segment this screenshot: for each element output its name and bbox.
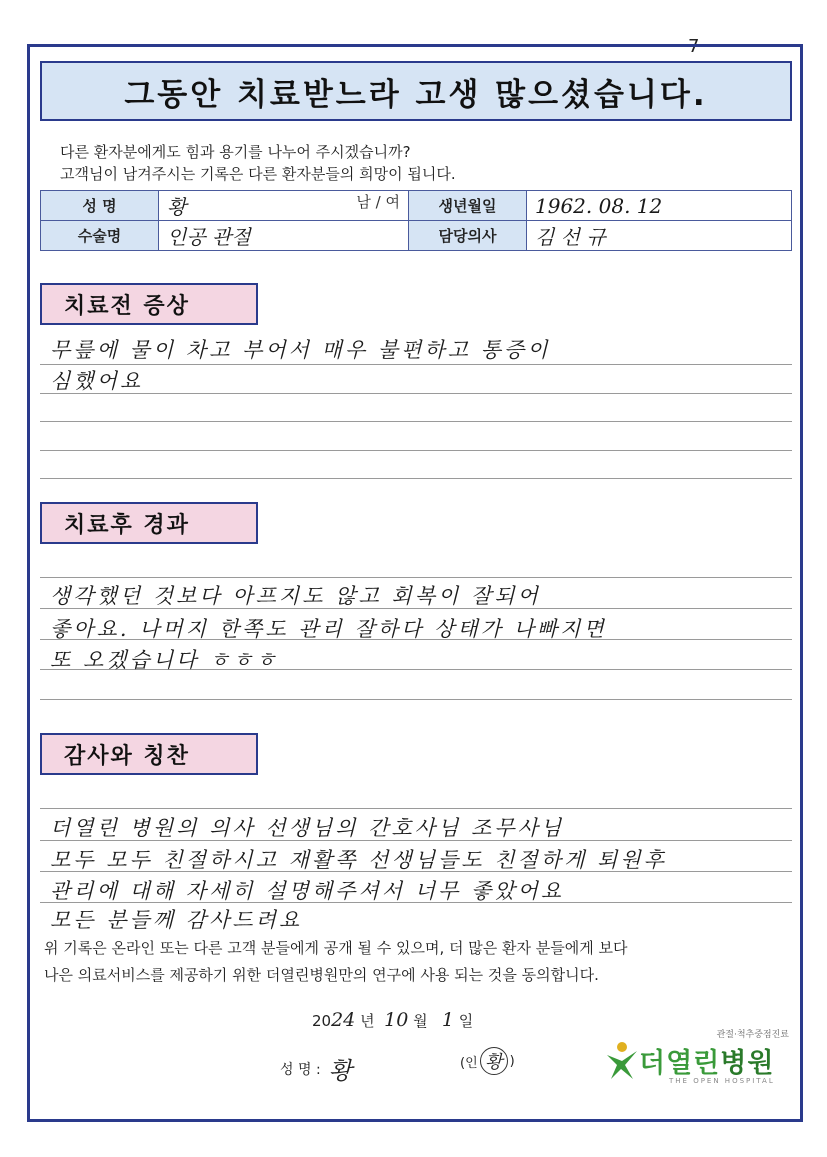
corner-mark: 7	[688, 36, 700, 57]
intro-line-1: 다른 환자분에게도 힘과 용기를 나누어 주시겠습니까?	[60, 143, 411, 161]
consent-line-1: 위 기록은 온라인 또는 다른 고객 분들에게 공개 될 수 있으며, 더 많은 환자 분들에게 보다	[44, 939, 628, 957]
page-title: 그동안 치료받느라 고생 많으셨습니다.	[40, 61, 792, 121]
day-hand: 1	[441, 1009, 454, 1031]
signature-label: 성 명 :	[280, 1061, 321, 1078]
day-label: 일	[458, 1012, 474, 1030]
logo-name-light: 더열린	[639, 1048, 721, 1079]
surgery-cell	[159, 221, 409, 251]
surgery-value: 인공 관절	[167, 225, 251, 249]
doctor-value: 김 선 규	[535, 225, 606, 249]
year-label: 년	[360, 1012, 375, 1030]
seal-mark: 황	[480, 1047, 508, 1075]
thanks-line-3: 관리에 대해 자세히 설명해주셔서 너무 좋았어요	[50, 879, 565, 903]
rule	[40, 393, 792, 394]
month-hand: 10	[384, 1009, 409, 1031]
consent-line-2: 나은 의료서비스를 제공하기 위한 더열린병원만의 연구에 사용 되는 것을 동의합니다.	[44, 966, 599, 984]
rule	[40, 699, 792, 700]
surgery-label: 수술명	[41, 221, 159, 251]
signature-value: 황	[328, 1057, 352, 1085]
thanks-line-1: 더열린 병원의 의사 선생님의 간호사님 조무사님	[50, 816, 565, 840]
logo-name	[639, 1041, 774, 1080]
patient-info-table	[40, 190, 792, 251]
month-label: 월	[413, 1012, 428, 1030]
seal-open: (인	[460, 1055, 478, 1071]
doctor-label: 담당의사	[409, 221, 527, 251]
doctor-cell	[527, 221, 792, 251]
intro-line-2: 고객님이 남겨주시는 기록은 다른 환자분들의 희망이 됩니다.	[60, 165, 456, 183]
after-line-3: 또 오겠습니다 ㅎㅎㅎ	[50, 648, 279, 672]
rule	[40, 808, 792, 809]
date-line	[312, 1009, 473, 1031]
rule	[40, 450, 792, 451]
name-value: 황	[167, 195, 187, 219]
hospital-logo	[605, 1027, 795, 1089]
after-line-2: 좋아요. 나머지 한쪽도 관리 잘하다 상태가 나빠지면	[50, 617, 607, 641]
signature-line	[280, 1051, 352, 1086]
seal-close: )	[509, 1053, 515, 1069]
person-star-icon	[605, 1041, 639, 1081]
birth-value: 1962. 08. 12	[535, 193, 663, 218]
year-hand: 24	[331, 1009, 356, 1031]
name-cell	[159, 191, 409, 221]
birth-cell	[527, 191, 792, 221]
rule	[40, 478, 792, 479]
logo-subtitle: THE OPEN HOSPITAL	[669, 1077, 775, 1085]
year-prefix: 20	[312, 1012, 332, 1030]
form-frame	[27, 44, 803, 1122]
after-line-1: 생각했던 것보다 아프지도 않고 회복이 잘되어	[50, 584, 541, 608]
consent-text	[44, 935, 627, 989]
before-line-2: 심했어요	[50, 369, 144, 393]
birth-label: 생년월일	[409, 191, 527, 221]
rule	[40, 421, 792, 422]
rule	[40, 364, 792, 365]
section-thanks-heading: 감사와 칭찬	[40, 733, 258, 775]
before-line-1: 무릎에 물이 차고 부어서 매우 불편하고 통증이	[50, 338, 551, 362]
seal	[460, 1047, 515, 1075]
thanks-line-2: 모두 모두 친절하시고 재활쪽 선생님들도 친절하게 퇴원후	[50, 848, 667, 872]
logo-tagline: 관절·척추중점진료	[716, 1030, 789, 1040]
thanks-line-4: 모든 분들께 감사드려요	[50, 908, 303, 932]
rule	[40, 577, 792, 578]
gender-label: 남 / 여	[356, 193, 400, 211]
intro-text	[60, 141, 456, 185]
section-after-heading: 치료후 경과	[40, 502, 258, 544]
section-before-heading: 치료전 증상	[40, 283, 258, 325]
logo-name-strong: 병원	[720, 1048, 775, 1079]
name-label: 성 명	[41, 191, 159, 221]
